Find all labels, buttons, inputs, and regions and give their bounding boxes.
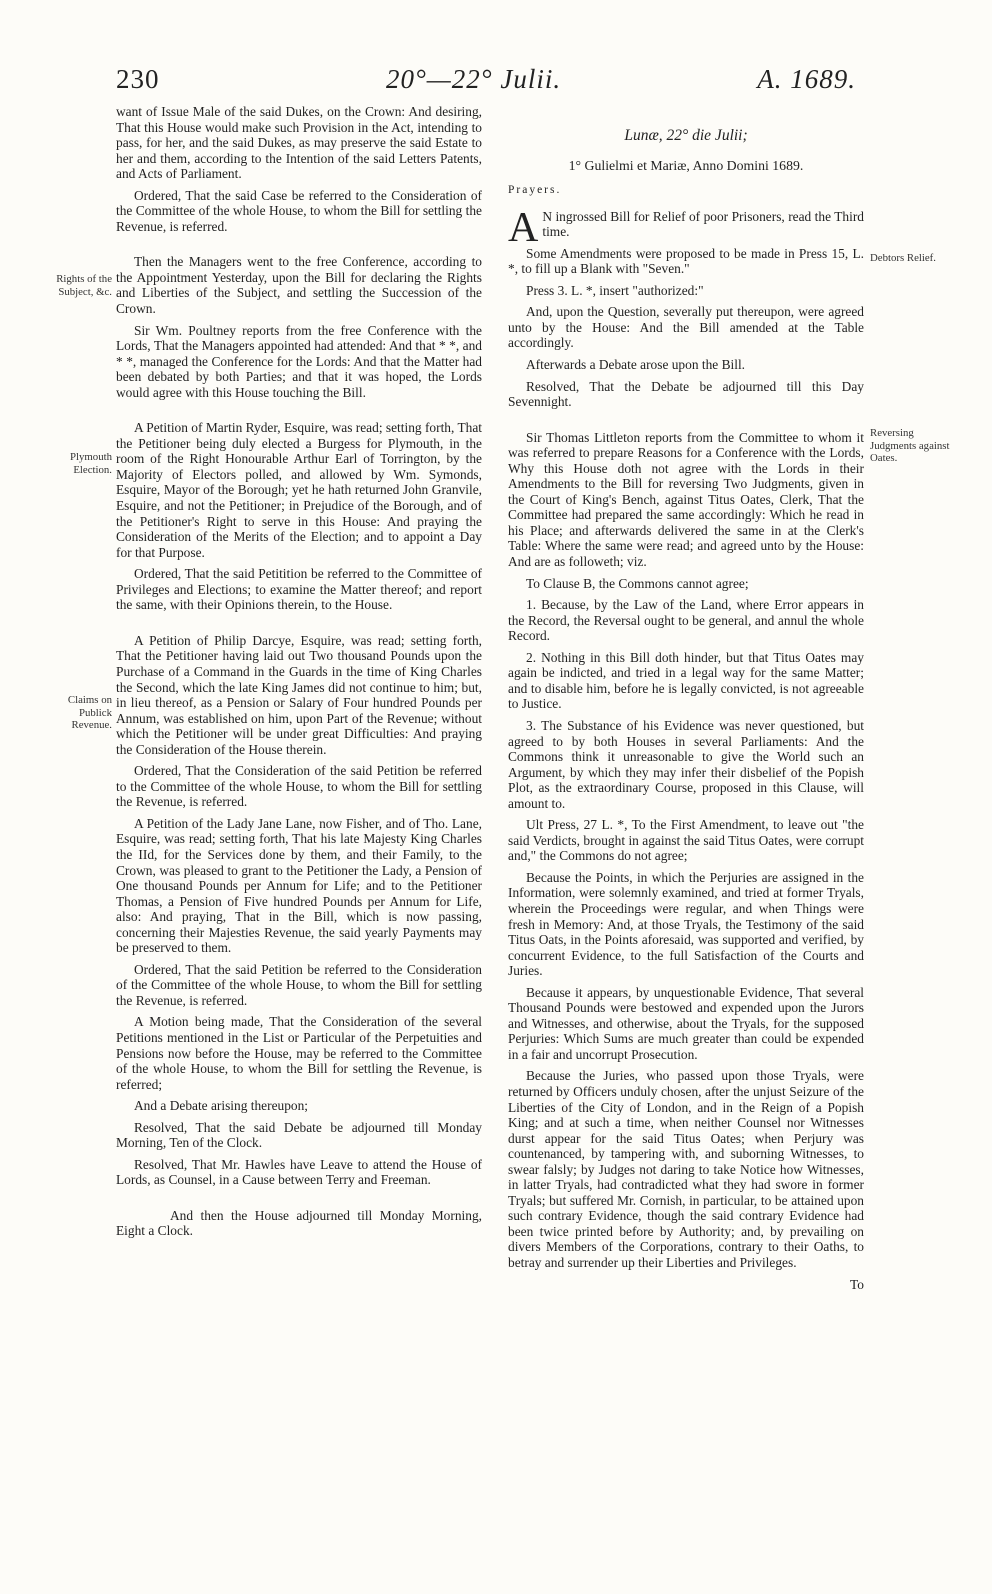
page-header bbox=[116, 64, 856, 104]
paragraph: Sir Thomas Littleton reports from the Committee to whom it was referred to prepare Reasons for a Conference with the Lords, Why this House doth not agree with the Lords in their Amendments to the Bill for reversing Two Judgments, given in the Court of King's Bench, against Titus Oates, Clerk, That the Committee had prepared the same accordingly: Which he read in his Place; and afterwards delivered the same in at the Clerk's Table: Where the same were read; and agreed unto by the House: And are as followeth; viz. bbox=[508, 429, 864, 570]
paragraph: Ordered, That the Consideration of the said Petition be referred to the Committee of the whole House, to whom the Bill for settling the Revenue, is referred. bbox=[116, 763, 482, 810]
paragraph: 3. The Substance of his Evidence was never questioned, but agreed to by both Houses in several Parliaments: And the Commons think it unreasonable to give the World such an Argument, by which they may infer their disbelief of the Popish Plot, as the extraordinary Course, proposed in this Clause, will amount to. bbox=[508, 717, 864, 811]
paragraph: Ult Press, 27 L. *, To the First Amendment, to leave out "the said Verdicts, brought in against the said Titus Oates, were corrupt and," the Commons do not agree; bbox=[508, 817, 864, 864]
paragraph: Because it appears, by unquestionable Evidence, That several Thousand Pounds were bestowed and expended upon the Jurors and Witnesses, and otherwise, about the Tryals, for the supposed Perjuries: Which Sums are much greater than could be expended in a fair and uncorrupt Prosecution. bbox=[508, 984, 864, 1062]
paragraph: And, upon the Question, severally put thereupon, were agreed unto by the House: And the Bill amended at the Table accordingly. bbox=[508, 304, 864, 351]
paragraph: Resolved, That the Debate be adjourned till this Day Sevennight. bbox=[508, 378, 864, 410]
paragraph: To Clause B, the Commons cannot agree; bbox=[526, 575, 749, 591]
paragraph: Sir Wm. Poultney reports from the free Conference with the Lords, That the Managers appointed had attended: And that * *, and * *, managed the Conference for the Lords: And that the Matter had been debated by both Parties; and that it was hoped, the Lords would agree with this House touching the Bill. bbox=[116, 322, 482, 400]
margin-note-rights: Rights of the Subject, &c. bbox=[56, 273, 112, 298]
paragraph bbox=[508, 204, 864, 251]
paragraph: want of Issue Male of the said Dukes, on the Crown: And desiring, That this House would make such Provision in the Act, intending to pass, for her, and the said Dukes, as may preserve the said Estate to her and them, according to the Intention of the said Letters Patents, and Acts of Parliament. bbox=[116, 104, 482, 182]
paragraph: A Petition of Martin Ryder, Esquire, was read; setting forth, That the Petitioner being duly elected a Burgess for Plymouth, in the room of the Right Honourable Arthur Earl of Torrington, by the Majority of Electors polled, and allowed by Wm. Symonds, Esquire, Mayor of the Borough; yet he hath returned John Granvile, Esquire, and not the Petitioner; in Prejudice of the Borough, and of the Petitioner's Right to serve in this House: And praying the Consideration of the Merits of the Election; and to appoint a Day for that Purpose. bbox=[116, 420, 482, 560]
paragraph: Ordered, That the said Case be referred to the Consideration of the Committee of the whole House, to whom the Bill for settling the Revenue, is referred. bbox=[116, 187, 482, 234]
margin-note-plymouth: Plymouth Election. bbox=[70, 451, 112, 476]
day-heading: Lunæ, 22° die Julii; bbox=[624, 127, 748, 144]
paragraph: Because the Juries, who passed upon those Tryals, were returned by Officers unduly chosen, after the unjust Seizure of the Liberties of the City of London, and in the Reign of a Popish King; and at such a time, when neither Counsel nor Witnesses durst appear for the said Titus Oates; when Perjury was countenanced, by tampering with, and suborning Witnesses, to swear falsly; by Judges not daring to take Notice how Witnesses, in latter Tryals, had contradicted what they had swore in former Tryals; but suffered Mr. Cornish, in particular, to be attained upon such contrary Evidence, though the said contrary Evidence had been twice printed before by Authority; and, by prevailing on divers Members of the Corporations, contrary to their Oaths, to betray and surrender up their Liberties and Privileges. bbox=[508, 1068, 864, 1270]
paragraph: Because the Points, in which the Perjuries are assigned in the Information, were solemnly examined, and tried at former Tryals, wherein the Proceedings were regular, and when Things were fresh in Memory: And, at those Tryals, the Testimony of the said Titus Oats, in the Points aforesaid, was supported and verified, by concurrent Evidence, to the full Satisfaction of the Courts and Juries. bbox=[508, 869, 864, 979]
right-column bbox=[508, 104, 864, 1292]
header-date-range: 20°—22° Julii. bbox=[386, 64, 562, 94]
header-year: A. 1689. bbox=[757, 64, 856, 94]
paragraph: Ordered, That the said Petition be referred to the Consideration of the Committee of the whole House, to whom the Bill for settling the Revenue, is referred. bbox=[116, 961, 482, 1008]
margin-note-reversing: Reversing Judgments against Oates. bbox=[870, 427, 950, 464]
paragraph: Press 3. L. *, insert "authorized:" bbox=[526, 282, 704, 298]
paragraph: Resolved, That the said Debate be adjourned till Monday Morning, Ten of the Clock. bbox=[116, 1119, 482, 1151]
paragraph: A Petition of Philip Darcye, Esquire, was read; setting forth, That the Petitioner having laid out Two thousand Pounds upon the Purchase of a Command in the Guards in the time of King Charles the Second, which the late King James did not continue to him; but, in lieu thereof, as a Pension or Salary of Four hundred Pounds per Annum, was established on him, upon Part of the Revenue; without which the Petitioner will be under great Difficulties: And praying the Consideration of the House therein. bbox=[116, 632, 482, 757]
left-column bbox=[116, 104, 482, 1245]
margin-note-claims: Claims on Publick Revenue. bbox=[67, 694, 112, 731]
paragraph: Ordered, That the said Petitition be referred to the Committee of Privileges and Elections; to examine the Matter thereof; and report the same, with their Opinions therein, to the House. bbox=[116, 566, 482, 613]
drop-cap: A bbox=[508, 204, 539, 251]
catchword: To bbox=[850, 1276, 864, 1292]
paragraph: A Motion being made, That the Consideration of the several Petitions mentioned in the List or Particular of the Perpetuities and Pensions now before the House, may be referred to the Committee of the whole House, to whom the Bill for settling the Revenue, is referred; bbox=[116, 1014, 482, 1092]
adjournment-paragraph: And then the House adjourned till Monday Morning, Eight a Clock. bbox=[116, 1207, 482, 1239]
paragraph: And a Debate arising thereupon; bbox=[134, 1098, 309, 1114]
paragraph: 1. Because, by the Law of the Land, where Error appears in the Record, the Reversal ought to be general, and annul the whole Record. bbox=[508, 597, 864, 644]
paragraph: 2. Nothing in this Bill doth hinder, but that Titus Oates may again be indicted, and tried in a legal way for the same Matter; and to disable him, before he is legally convicted, is not agreeable to Justice. bbox=[508, 649, 864, 712]
paragraph: Some Amendments were proposed to be made in Press 15, L. *, to fill up a Blank with "Seven." bbox=[508, 245, 864, 277]
margin-note-debtors: Debtors Relief. bbox=[870, 252, 936, 264]
session-line: 1° Gulielmi et Mariæ, Anno Domini 1689. bbox=[568, 157, 804, 173]
paragraph: Afterwards a Debate arose upon the Bill. bbox=[526, 357, 746, 373]
paragraph: A Petition of the Lady Jane Lane, now Fisher, and of Tho. Lane, Esquire, was read; setting forth, That his late Majesty King Charles the IId, for the Services done by them, and their Family, to the Crown, was pleased to grant to the Petitioner the Lady, a Pension of One thousand Pounds per Annum for Life; and to the Petitioner Thomas, a Pension of Five hundred Pounds per Annum for Life, also: And praying, That in the Bill, which is now passing, concerning their Majesties Revenue, the said yearly Payments may be preserved to them. bbox=[116, 815, 482, 956]
page-number: 230 bbox=[116, 64, 160, 94]
paragraph: Then the Managers went to the free Conference, according to the Appointment Yesterday, upon the Bill for declaring the Rights and Liberties of the Subject, and settling the Succession of the Crown. bbox=[116, 254, 482, 317]
paragraph: Resolved, That Mr. Hawles have Leave to attend the House of Lords, as Counsel, in a Cause between Terry and Freeman. bbox=[116, 1156, 482, 1188]
paragraph-text: N ingrossed Bill for Relief of poor Prisoners, read the Third time. bbox=[542, 208, 864, 240]
prayers-heading: Prayers. bbox=[508, 184, 562, 197]
